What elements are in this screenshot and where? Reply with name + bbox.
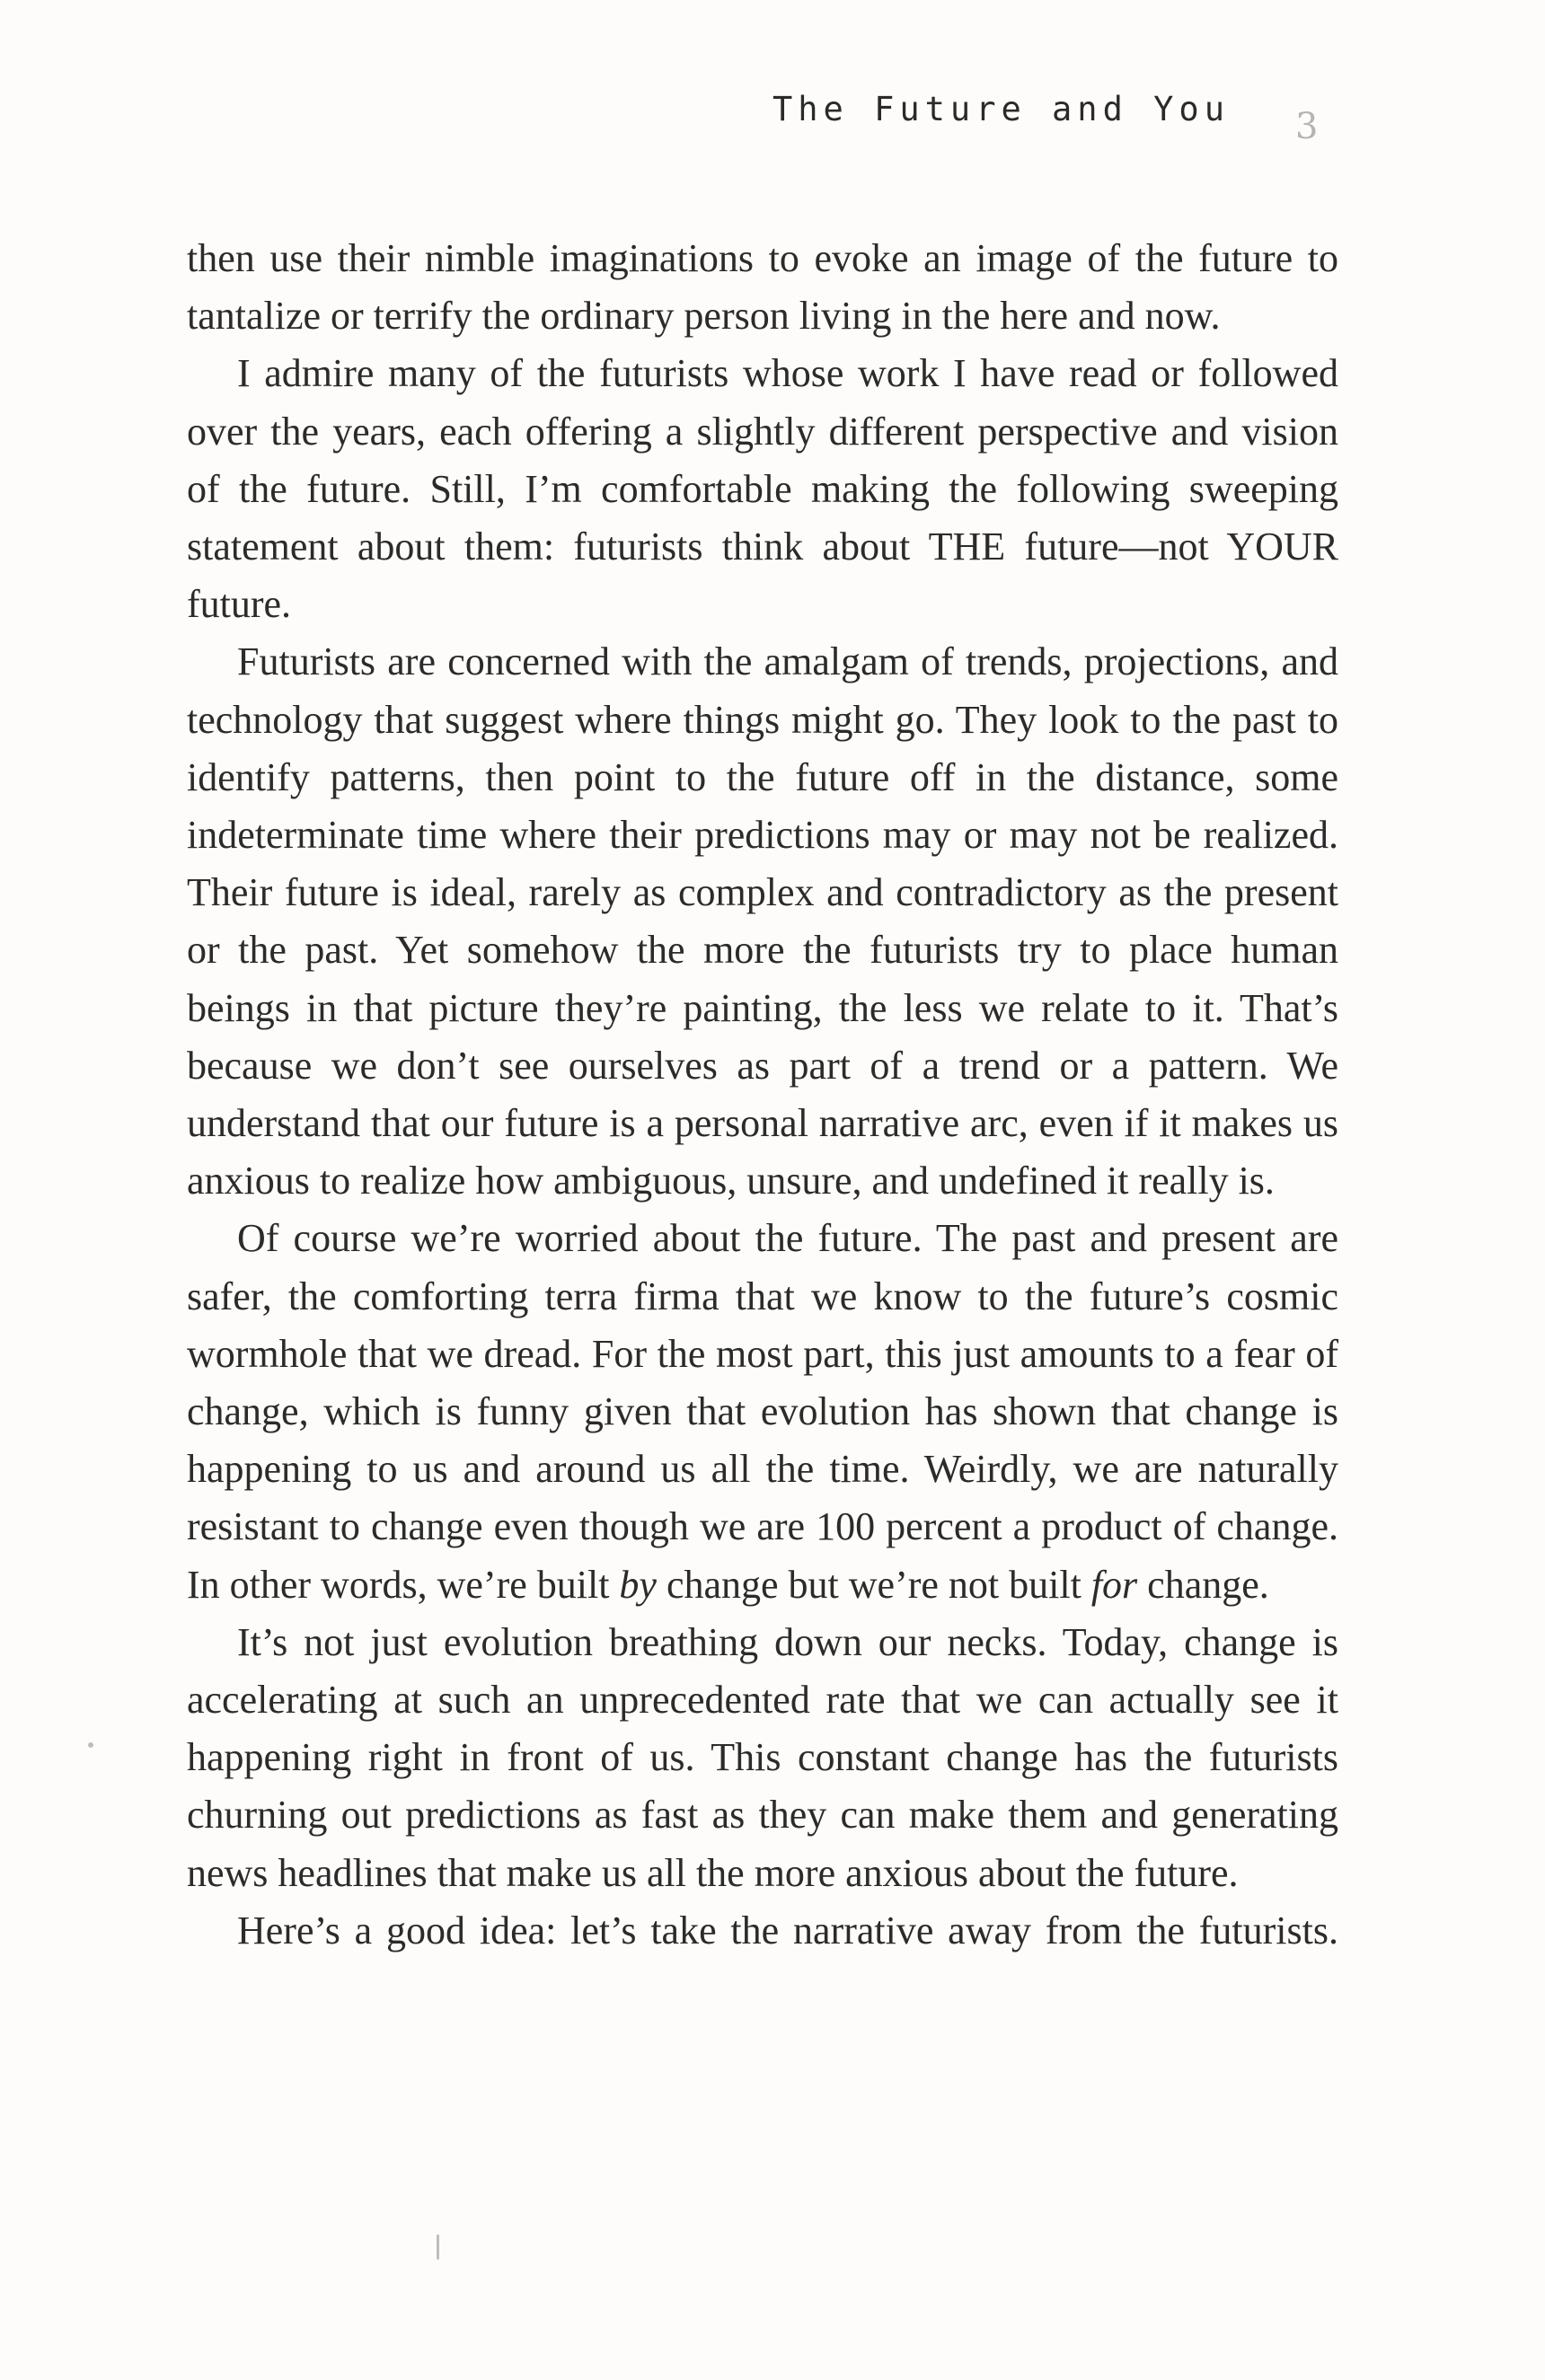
paragraph-6: Here’s a good idea: let’s take the narrative away from the futurists. xyxy=(237,1908,1338,1952)
body-text xyxy=(187,230,1338,1960)
scan-mark xyxy=(437,2235,439,2260)
paragraph-4-text-c: change. xyxy=(1137,1562,1269,1607)
emphasis-for: for xyxy=(1090,1562,1138,1607)
paragraph-5: It’s not just evolution breathing down our necks. Today, change is accelerating at such an unprecedented rate that we can actually see it happening right in front of us. This constant change has the futurists churning out predictions as fast as they can make them and generating news headlines that make us all the more anxious about the future. xyxy=(187,1619,1338,1895)
paragraph-1: then use their nimble imaginations to evoke an image of the future to tantalize or terrify the ordinary person living in the here and now. xyxy=(187,236,1338,339)
emphasis-by: by xyxy=(619,1562,657,1607)
page-number: 3 xyxy=(1295,106,1319,147)
paragraph-4 xyxy=(187,1210,1338,1613)
paragraph-4-text-a: Of course we’re worried about the future. The past and present are safer, the comforting terra firma that we know to the future’s cosmic wormhole that we dread. For the most part, this just amounts to a fear of change, which is funny given that evolution has shown that change is happening to us and around us all the time. Weirdly, we are naturally resistant to change even though we are 100 percent a product of change. In other words, we’re built xyxy=(187,1216,1338,1607)
paragraph-3: Futurists are concerned with the amalgam of trends, projections, and technology that suggest where things might go. They look to the past to identify patterns, then point to the future off in the distance, some indeterminate time where their predictions may or may not be realized. Their future is ideal, rarely as complex and contradictory as the present or the past. Yet somehow the more the futurists try to place human beings in that picture they’re painting, the less we relate to it. That’s because we don’t see ourselves as part of a trend or a pattern. We understand that our future is a personal narrative arc, even if it makes us anxious to realize how ambiguous, unsure, and undefined it really is. xyxy=(187,639,1338,1203)
paragraph-2: I admire many of the futurists whose work I have read or followed over the years, each offering a slightly different perspective and vision of the future. Still, I’m comfortable making the following sweeping statement about them: futurists think about THE future—not YOUR future. xyxy=(187,351,1338,627)
scan-speck xyxy=(88,1742,93,1748)
running-head: The Future and You xyxy=(772,90,1230,128)
paragraph-4-text-b: change but we’re not built xyxy=(656,1562,1091,1607)
